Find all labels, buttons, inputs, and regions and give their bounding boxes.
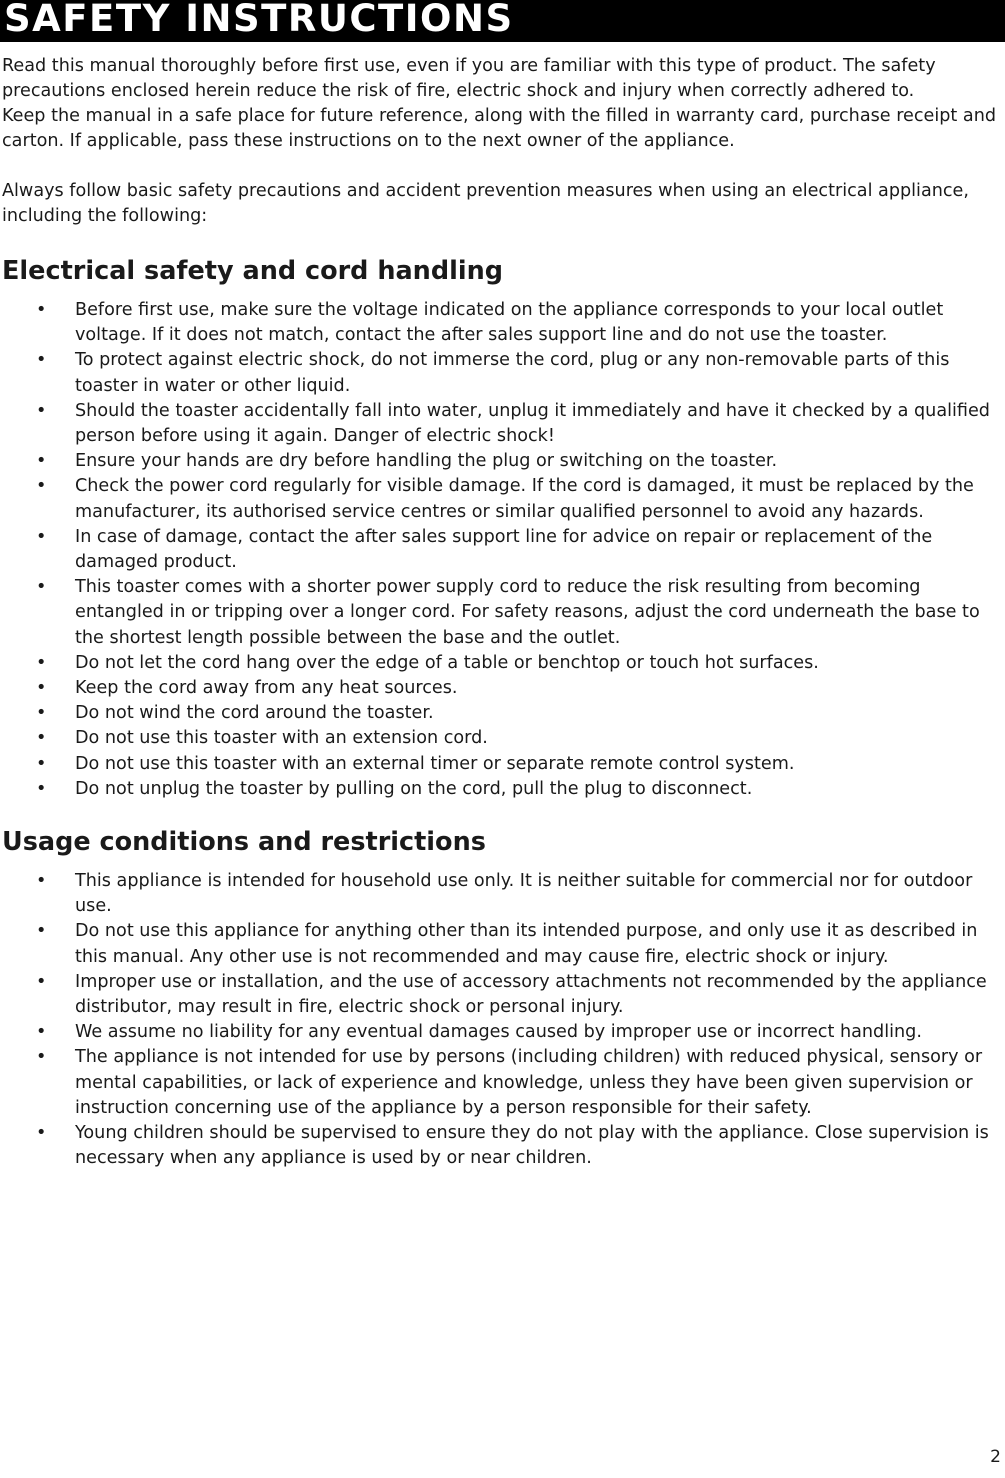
list-item bbox=[2, 575, 1002, 651]
intro-paragraph: Read this manual thoroughly before first use, even if you are familiar with this type of product. The safety precautions enclosed herein reduce the risk of fire, electric shock and injury when correctly adhered to. bbox=[2, 56, 936, 101]
list-item bbox=[2, 752, 1002, 777]
bullet-icon: • bbox=[36, 703, 47, 724]
bullet-icon: • bbox=[36, 921, 47, 942]
list-item bbox=[2, 298, 1002, 348]
bullet-icon: • bbox=[36, 678, 47, 699]
list-item-text: Improper use or installation, and the use of accessory attachments not recommended by the appliance distributor, may result in fire, electric shock or personal injury. bbox=[75, 971, 987, 1018]
list-item-text: Before first use, make sure the voltage indicated on the appliance corresponds to your local outlet voltage. If it does not match, contact the after sales support line and do not use the toaster. bbox=[75, 300, 944, 346]
list-item bbox=[2, 449, 1002, 474]
list-item-text: To protect against electric shock, do not immerse the cord, plug or any non-removable parts of this toaster in water or other liquid. bbox=[75, 350, 950, 396]
list-item-text: This appliance is intended for household use only. It is neither suitable for commercial nor for outdoor use. bbox=[75, 871, 973, 917]
list-item-text: Ensure your hands are dry before handling the plug or switching on the toaster. bbox=[75, 451, 778, 472]
list-item-text: This toaster comes with a shorter power supply cord to reduce the risk resulting from becoming entangled in or tripping over a longer cord. For safety reasons, adjust the cord underneath the base to the shortest length possible between the base and the outlet. bbox=[75, 577, 980, 648]
bullet-icon: • bbox=[36, 300, 47, 320]
document-body bbox=[2, 54, 1002, 1172]
bullet-icon: • bbox=[36, 753, 47, 774]
bullet-icon: • bbox=[36, 1123, 47, 1144]
list-item-text: In case of damage, contact the after sales support line for advice on repair or replacement of the damaged product. bbox=[75, 526, 933, 573]
list-item-text: Do not let the cord hang over the edge of a table or benchtop or touch hot surfaces. bbox=[75, 652, 819, 673]
list-item bbox=[2, 474, 1002, 524]
list-item bbox=[2, 919, 1002, 969]
list-item bbox=[2, 525, 1002, 575]
list-item bbox=[2, 1121, 1002, 1171]
bullet-icon: • bbox=[36, 400, 47, 421]
list-item bbox=[2, 676, 1002, 701]
list-item bbox=[2, 1045, 1002, 1121]
list-item bbox=[2, 399, 1002, 449]
bullet-icon: • bbox=[36, 1022, 47, 1043]
bullet-icon: • bbox=[36, 652, 47, 673]
list-item-text: We assume no liability for any eventual damages caused by improper use or incorrect handling. bbox=[75, 1022, 922, 1043]
list-item bbox=[2, 726, 1002, 751]
bullet-icon: • bbox=[36, 577, 47, 598]
list-item-text: Do not use this toaster with an external timer or separate remote control system. bbox=[75, 753, 795, 774]
bullet-icon: • bbox=[36, 350, 47, 371]
title-bar bbox=[0, 0, 1005, 42]
bullet-list-usage-conditions bbox=[2, 869, 1002, 1171]
intro-paragraph: Always follow basic safety precautions and accident prevention measures when using an electrical appliance, including the following: bbox=[2, 181, 969, 226]
list-item bbox=[2, 869, 1002, 919]
list-item-text: Do not use this toaster with an extension cord. bbox=[75, 728, 488, 749]
section-heading-electrical-safety: Electrical safety and cord handling bbox=[2, 256, 503, 286]
list-item bbox=[2, 701, 1002, 726]
bullet-icon: • bbox=[36, 728, 47, 749]
list-item bbox=[2, 777, 1002, 802]
bullet-icon: • bbox=[36, 778, 47, 799]
bullet-icon: • bbox=[36, 451, 47, 472]
list-item bbox=[2, 348, 1002, 398]
section-heading-usage-conditions: Usage conditions and restrictions bbox=[2, 827, 486, 858]
bullet-icon: • bbox=[36, 1047, 47, 1068]
list-item bbox=[2, 1020, 1002, 1045]
list-item-text: Do not use this appliance for anything other than its intended purpose, and only use it as described in this manual. Any other use is not recommended and may cause fire, electric shock or injury. bbox=[75, 921, 978, 967]
list-item bbox=[2, 651, 1002, 676]
page-number: 2 bbox=[990, 1447, 1001, 1467]
list-item-text: Check the power cord regularly for visible damage. If the cord is damaged, it must be replaced by the manufacturer, its authorised service centres or similar qualified personnel to avoid any hazards. bbox=[75, 476, 974, 522]
bullet-icon: • bbox=[36, 971, 47, 992]
bullet-icon: • bbox=[36, 871, 47, 892]
list-item-text: The appliance is not intended for use by persons (including children) with reduced physical, sensory or mental capabilities, or lack of experience and knowledge, unless they have been given supervision or instruction concerning use of the appliance by a person responsible for their safety. bbox=[75, 1047, 983, 1118]
bullet-icon: • bbox=[36, 526, 47, 547]
bullet-list-electrical-safety bbox=[2, 298, 1002, 802]
page-title: SAFETY INSTRUCTIONS bbox=[4, 0, 514, 40]
list-item-text: Young children should be supervised to ensure they do not play with the appliance. Close supervision is necessary when any appliance is used by or near children. bbox=[75, 1123, 989, 1169]
list-item-text: Do not wind the cord around the toaster. bbox=[75, 703, 434, 724]
list-item-text: Should the toaster accidentally fall into water, unplug it immediately and have it checked by a qualified person before using it again. Danger of electric shock! bbox=[75, 400, 990, 447]
list-item-text: Do not unplug the toaster by pulling on the cord, pull the plug to disconnect. bbox=[75, 778, 753, 799]
list-item bbox=[2, 970, 1002, 1020]
paragraph-spacer bbox=[2, 154, 1002, 179]
bullet-icon: • bbox=[36, 476, 47, 497]
list-item-text: Keep the cord away from any heat sources. bbox=[75, 678, 458, 699]
intro-paragraph: Keep the manual in a safe place for future reference, along with the filled in warranty card, purchase receipt and carton. If applicable, pass these instructions on to the next owner of the appliance. bbox=[2, 106, 997, 151]
